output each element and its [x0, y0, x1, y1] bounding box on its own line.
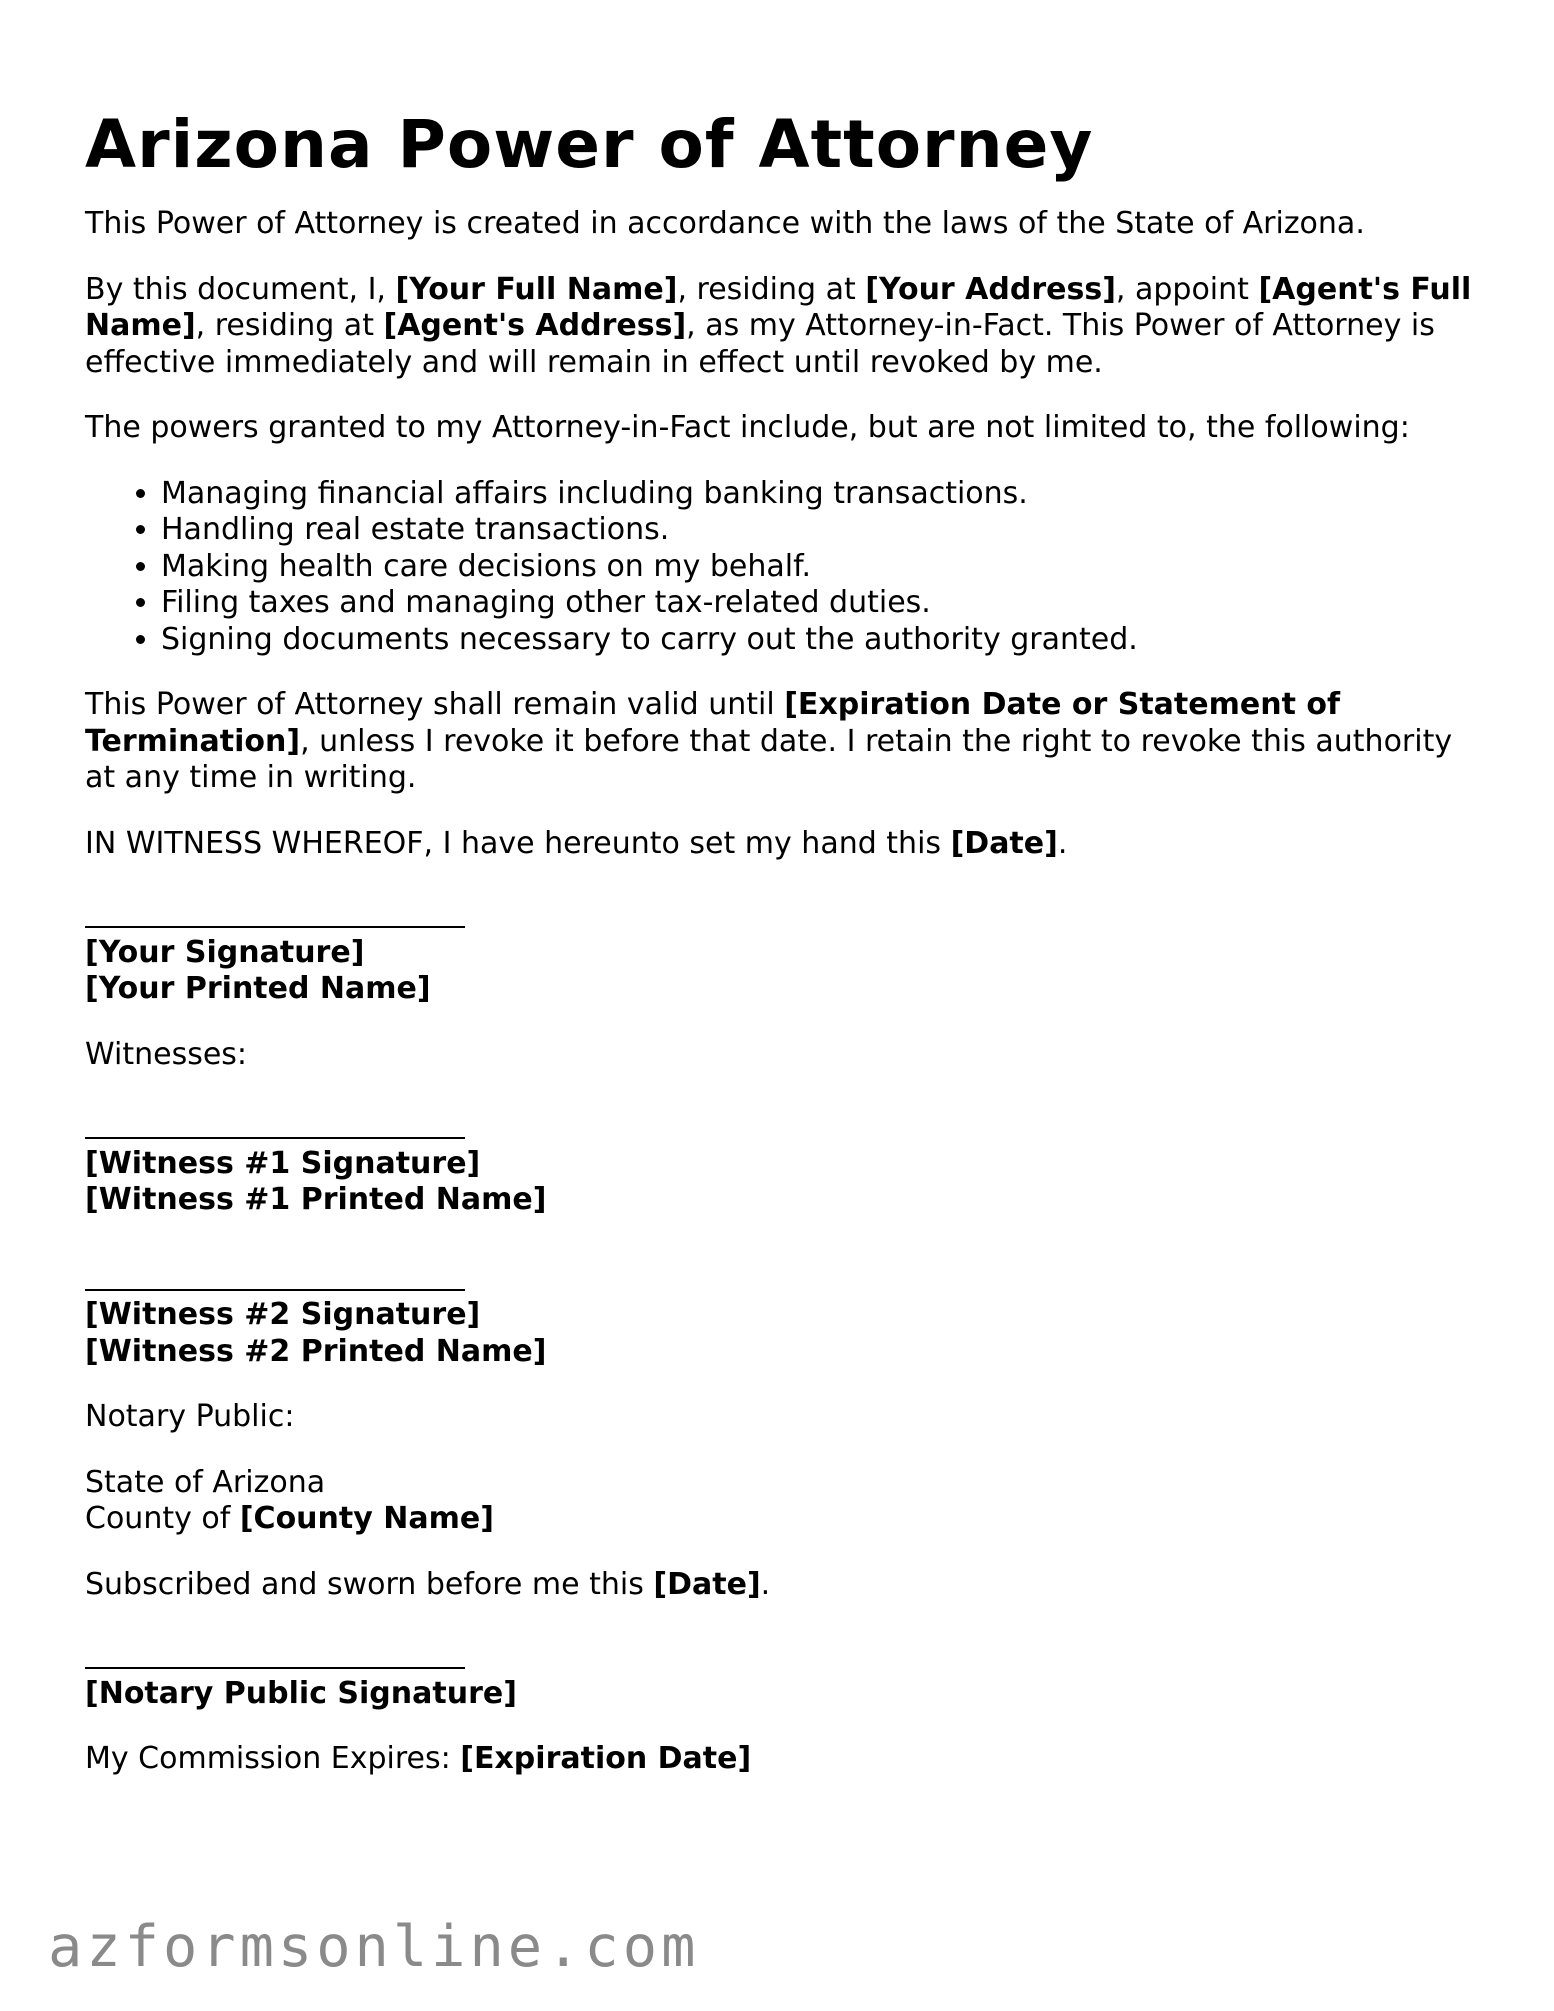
county-text: County of [85, 1501, 240, 1536]
appoint-text-2: , residing at [677, 271, 866, 307]
signature-line[interactable] [85, 1261, 1485, 1298]
subscribed-text-1: Subscribed and sworn before me this [85, 1566, 654, 1602]
principal-signature-block [85, 898, 1485, 1008]
witness2-signature-label: [Witness #2 Signature] [85, 1297, 481, 1332]
appoint-text-5: , as my Attorney-in-Fact. This Power of Attorney is effective immediately and will remain in effect until revoked by me. [85, 308, 1435, 380]
expiration-statement-field: [Expiration Date or Statement of Termination] [85, 687, 1341, 759]
list-item: • Filing taxes and managing other tax-related duties. [161, 585, 1485, 622]
list-item: • Making health care decisions on my behalf. [161, 549, 1485, 586]
appoint-text-1: By this document, I, [85, 271, 396, 307]
intro-paragraph: This Power of Attorney is created in accordance with the laws of the State of Arizona. [85, 206, 1365, 241]
witness2-printed-name-label: [Witness #2 Printed Name] [85, 1333, 547, 1369]
list-item: • Signing documents necessary to carry out the authority granted. [161, 622, 1485, 659]
list-item: • Handling real estate transactions. [161, 512, 1485, 549]
principal-printed-name-label: [Your Printed Name] [85, 971, 431, 1006]
validity-paragraph [85, 687, 1485, 797]
commission-paragraph [85, 1741, 1485, 1778]
document-title: Arizona Power of Attorney [85, 106, 1094, 183]
witness1-printed-name-label: [Witness #1 Printed Name] [85, 1182, 547, 1217]
list-item: • Managing financial affairs including banking transactions. [161, 476, 1485, 513]
agent-name-field: [Agent's Full Name] [85, 271, 1472, 343]
witness-clause-text-2: . [1057, 825, 1068, 861]
principal-name-field: [Your Full Name] [395, 271, 678, 307]
agent-address-field: [Agent's Address] [383, 308, 687, 343]
principal-address-field: [Your Address] [865, 271, 1116, 307]
principal-signature-label: [Your Signature] [85, 934, 365, 970]
witnesses-label: Witnesses: [85, 1036, 248, 1072]
county-line [85, 1501, 1485, 1538]
powers-list [85, 476, 1485, 659]
commission-text: My Commission Expires: [85, 1741, 461, 1776]
signature-line[interactable] [85, 1639, 1485, 1676]
subscribed-paragraph [85, 1567, 1485, 1604]
powers-intro: The powers granted to my Attorney-in-Fact include, but are not limited to, the following: [85, 410, 1410, 445]
witness2-signature-block [85, 1261, 1485, 1371]
appoint-text-3: , appoint [1115, 271, 1259, 307]
state-line: State of Arizona [85, 1464, 326, 1500]
notary-label: Notary Public: [85, 1399, 295, 1434]
county-name-field: [County Name] [239, 1501, 494, 1536]
appointment-paragraph [85, 272, 1485, 382]
witness-clause-text-1: IN WITNESS WHEREOF, I have hereunto set my hand this [85, 825, 951, 861]
notary-signature-label: [Notary Public Signature] [85, 1675, 517, 1711]
document-page [85, 100, 1485, 1807]
validity-text-1: This Power of Attorney shall remain valid until [85, 687, 785, 722]
commission-expiration-field: [Expiration Date] [460, 1741, 752, 1776]
signature-line[interactable] [85, 1109, 1485, 1146]
validity-text-2: , unless I revoke it before that date. I retain the right to revoke this authority at any time in writing. [85, 723, 1453, 795]
appoint-text-4: , residing at [195, 308, 384, 343]
witness1-signature-label: [Witness #1 Signature] [85, 1145, 481, 1181]
signature-line[interactable] [85, 898, 1485, 935]
notary-signature-block [85, 1639, 1485, 1712]
witness1-signature-block [85, 1109, 1485, 1219]
witness-clause [85, 826, 1485, 863]
site-watermark: azformsonline.com [48, 1914, 700, 1980]
notary-date-field: [Date] [653, 1566, 761, 1602]
witness-date-field: [Date] [950, 825, 1058, 861]
subscribed-text-2: . [760, 1566, 771, 1602]
notary-venue [85, 1465, 1485, 1538]
